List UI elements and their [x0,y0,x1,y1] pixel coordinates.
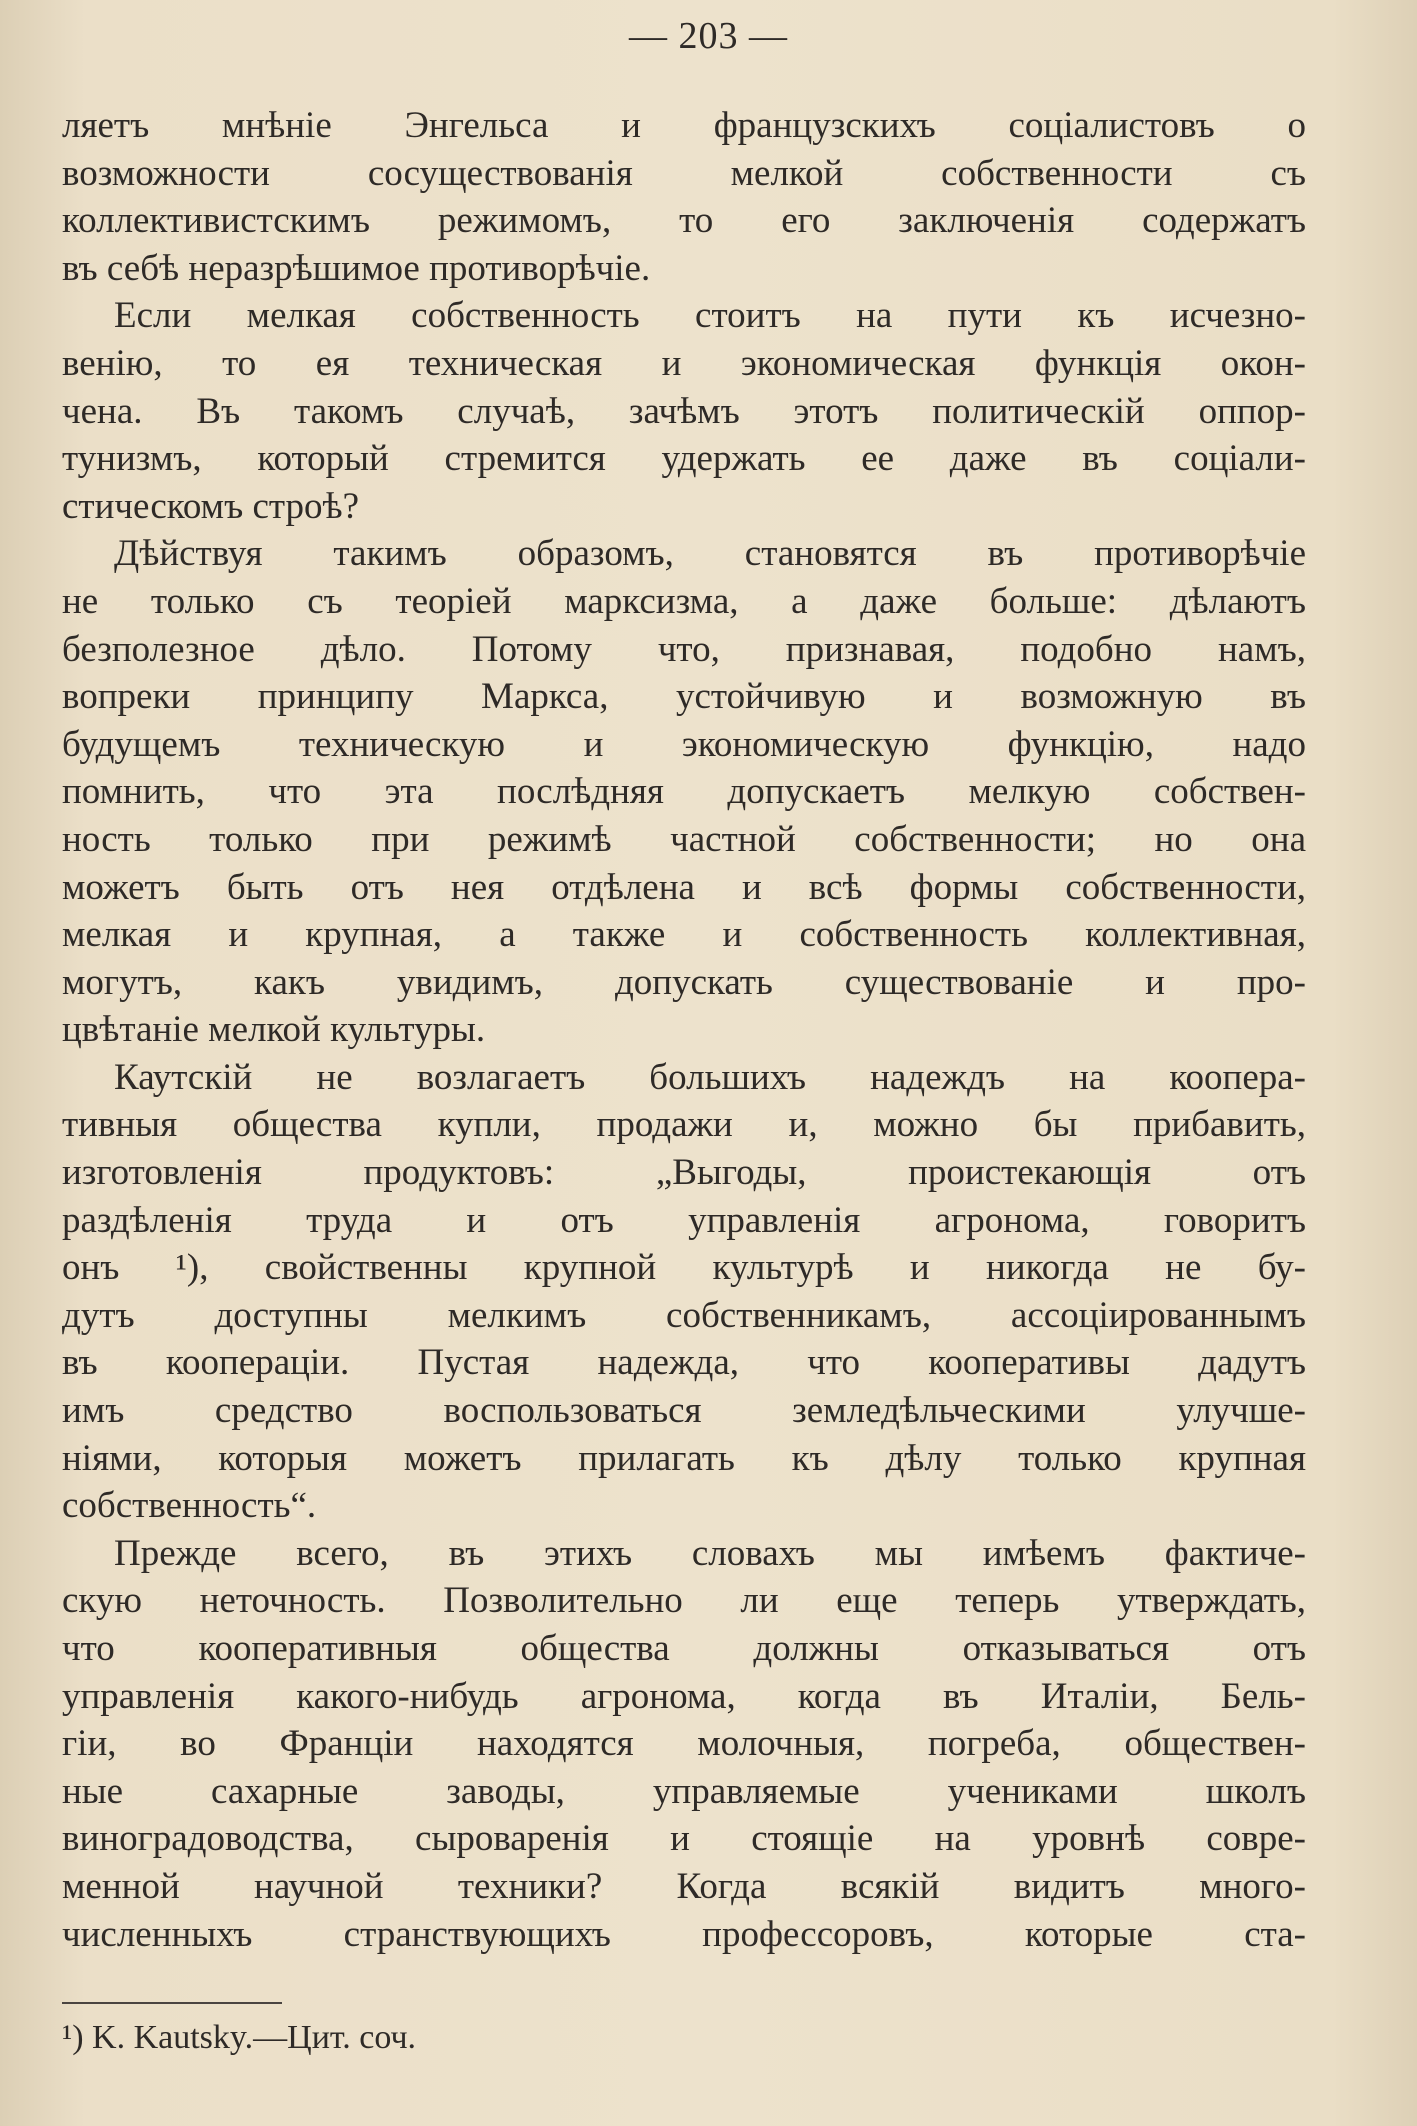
text-line: Дѣйствуя такимъ образомъ, становятся въ противорѣчіе [114,533,1306,575]
footnote-divider [62,2002,282,2004]
text-line: Прежде всего, въ этихъ словахъ мы имѣемъ фактиче- [114,1532,1306,1574]
text-line: гіи, во Франціи находятся молочныя, погреба, обществен- [62,1723,1306,1765]
text-line: ные сахарные заводы, управляемые учениками школъ [62,1770,1306,1812]
text-line: помнить, что эта послѣдняя допускаетъ мелкую собствен- [62,771,1306,813]
text-line: коллективистскимъ режимомъ, то его заключенія содержатъ [62,200,1306,242]
text-line: не только съ теоріей марксизма, а даже больше: дѣлаютъ [62,580,1306,622]
text-line: раздѣленія труда и отъ управленія агронома, говоритъ [62,1199,1306,1241]
text-line: могутъ, какъ увидимъ, допускать существованіе и про- [62,961,1306,1003]
text-line: ляетъ мнѣніе Энгельса и французскихъ соціалистовъ о [62,105,1306,146]
text-line: онъ ¹), свойственны крупной культурѣ и никогда не бу- [62,1247,1306,1289]
text-line: безполезное дѣло. Потому что, признавая, подобно намъ, [62,628,1306,670]
text-line: численныхъ странствующихъ профессоровъ, которые ста- [62,1913,1306,1955]
text-line: стическомъ строѣ? [62,485,360,527]
text-line: менной научной техники? Когда всякій видитъ много- [62,1865,1306,1907]
text-line: будущемъ техническую и экономическую функцію, надо [62,723,1306,765]
footnote: ¹) K. Kautsky.—Цит. соч. [62,2019,417,2056]
text-line: ность только при режимѣ частной собственности; но она [62,818,1306,860]
text-line: дутъ доступны мелкимъ собственникамъ, ассоціированнымъ [62,1294,1306,1336]
text-line: вопреки принципу Маркса, устойчивую и возможную въ [62,676,1306,718]
text-line: управленія какого-нибудь агронома, когда въ Италіи, Бель- [62,1675,1306,1717]
text-line: собственность“. [62,1485,317,1527]
text-line: имъ средство воспользоваться земледѣльческими улучше- [62,1390,1306,1432]
text-line: виноградоводства, сыроваренія и стоящіе на уровнѣ совре- [62,1818,1306,1860]
text-line: Каутскій не возлагаетъ большихъ надеждъ на коопера- [114,1056,1306,1098]
text-line: въ коопераціи. Пустая надежда, что кооперативы дадутъ [62,1342,1306,1384]
text-line: венію, то ея техническая и экономическая функція окон- [62,342,1306,384]
text-line: тунизмъ, который стремится удержать ее даже въ соціали- [62,438,1306,480]
page-number: — 203 — [629,15,788,57]
text-line: возможности сосуществованія мелкой собственности съ [62,152,1306,194]
text-line: скую неточность. Позволительно ли еще теперь утверждать, [62,1580,1306,1622]
text-line: изготовленія продуктовъ: „Выгоды, проистекающія отъ [62,1152,1306,1194]
text-line: Если мелкая собственность стоитъ на пути къ исчезно- [114,295,1306,337]
text-line: тивныя общества купли, продажи и, можно бы прибавить, [62,1104,1306,1146]
text-line: можетъ быть отъ нея отдѣлена и всѣ формы собственности, [62,866,1306,908]
text-line: ніями, которыя можетъ прилагать къ дѣлу только крупная [62,1437,1306,1479]
text-line: чена. Въ такомъ случаѣ, зачѣмъ этотъ политическій оппор- [62,390,1306,432]
text-line: что кооперативныя общества должны отказываться отъ [62,1628,1306,1669]
body-text [62,102,1306,1958]
text-line: цвѣтаніе мелкой культуры. [62,1009,486,1051]
text-line: мелкая и крупная, а также и собственность коллективная, [62,914,1306,956]
text-line: въ себѣ неразрѣшимое противорѣчіе. [62,247,651,289]
